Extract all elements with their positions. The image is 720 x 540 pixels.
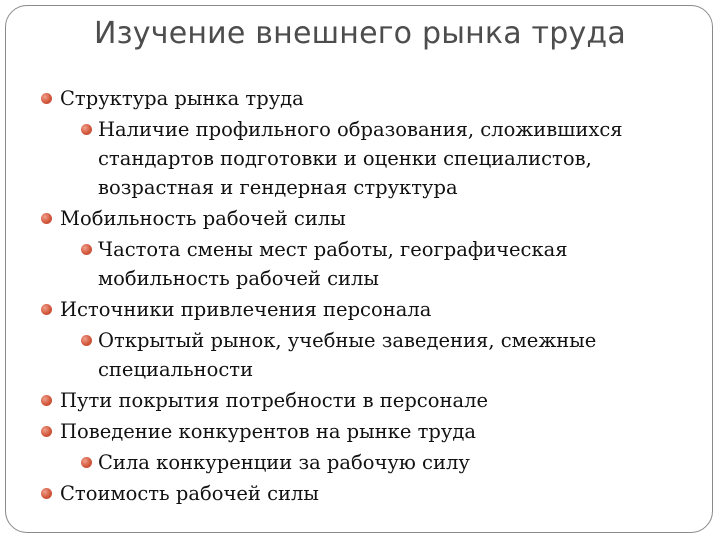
sub-bullet-text: Частота смены мест работы, географическая мобильность рабочей силы xyxy=(98,238,568,290)
slide-title: Изучение внешнего рынка труда xyxy=(94,16,626,51)
bullet-item xyxy=(0,84,720,113)
sub-bullet-item xyxy=(0,326,720,384)
bullet-dot-icon xyxy=(41,93,52,104)
bullet-item xyxy=(0,386,720,415)
bullet-text: Поведение конкурентов на рынке труда xyxy=(60,420,476,443)
sub-bullet-text: Сила конкуренции за рабочую силу xyxy=(98,451,470,474)
bullet-item xyxy=(0,479,720,508)
bullet-text: Пути покрытия потребности в персонале xyxy=(60,389,489,412)
sub-bullet-item xyxy=(0,115,720,202)
bullet-text: Мобильность рабочей силы xyxy=(60,207,346,230)
bullet-text: Стоимость рабочей силы xyxy=(60,482,319,505)
bullet-dot-icon xyxy=(41,395,52,406)
sub-bullet-item xyxy=(0,235,720,293)
bullet-list xyxy=(0,82,720,510)
bullet-item xyxy=(0,417,720,446)
sub-bullet-item xyxy=(0,448,720,477)
bullet-dot-icon xyxy=(41,488,52,499)
sub-bullet-text: Открытый рынок, учебные заведения, смежные специальности xyxy=(98,329,597,381)
bullet-dot-icon xyxy=(81,244,92,255)
bullet-dot-icon xyxy=(81,457,92,468)
bullet-dot-icon xyxy=(41,426,52,437)
bullet-item xyxy=(0,295,720,324)
bullet-dot-icon xyxy=(81,124,92,135)
bullet-dot-icon xyxy=(81,335,92,346)
bullet-dot-icon xyxy=(41,213,52,224)
sub-bullet-text: Наличие профильного образования, сложившихся стандартов подготовки и оценки специалистов, возрастная и гендерная структура xyxy=(98,118,623,199)
bullet-item xyxy=(0,204,720,233)
bullet-text: Источники привлечения персонала xyxy=(60,298,432,321)
bullet-text: Структура рынка труда xyxy=(60,87,304,110)
bullet-dot-icon xyxy=(41,304,52,315)
